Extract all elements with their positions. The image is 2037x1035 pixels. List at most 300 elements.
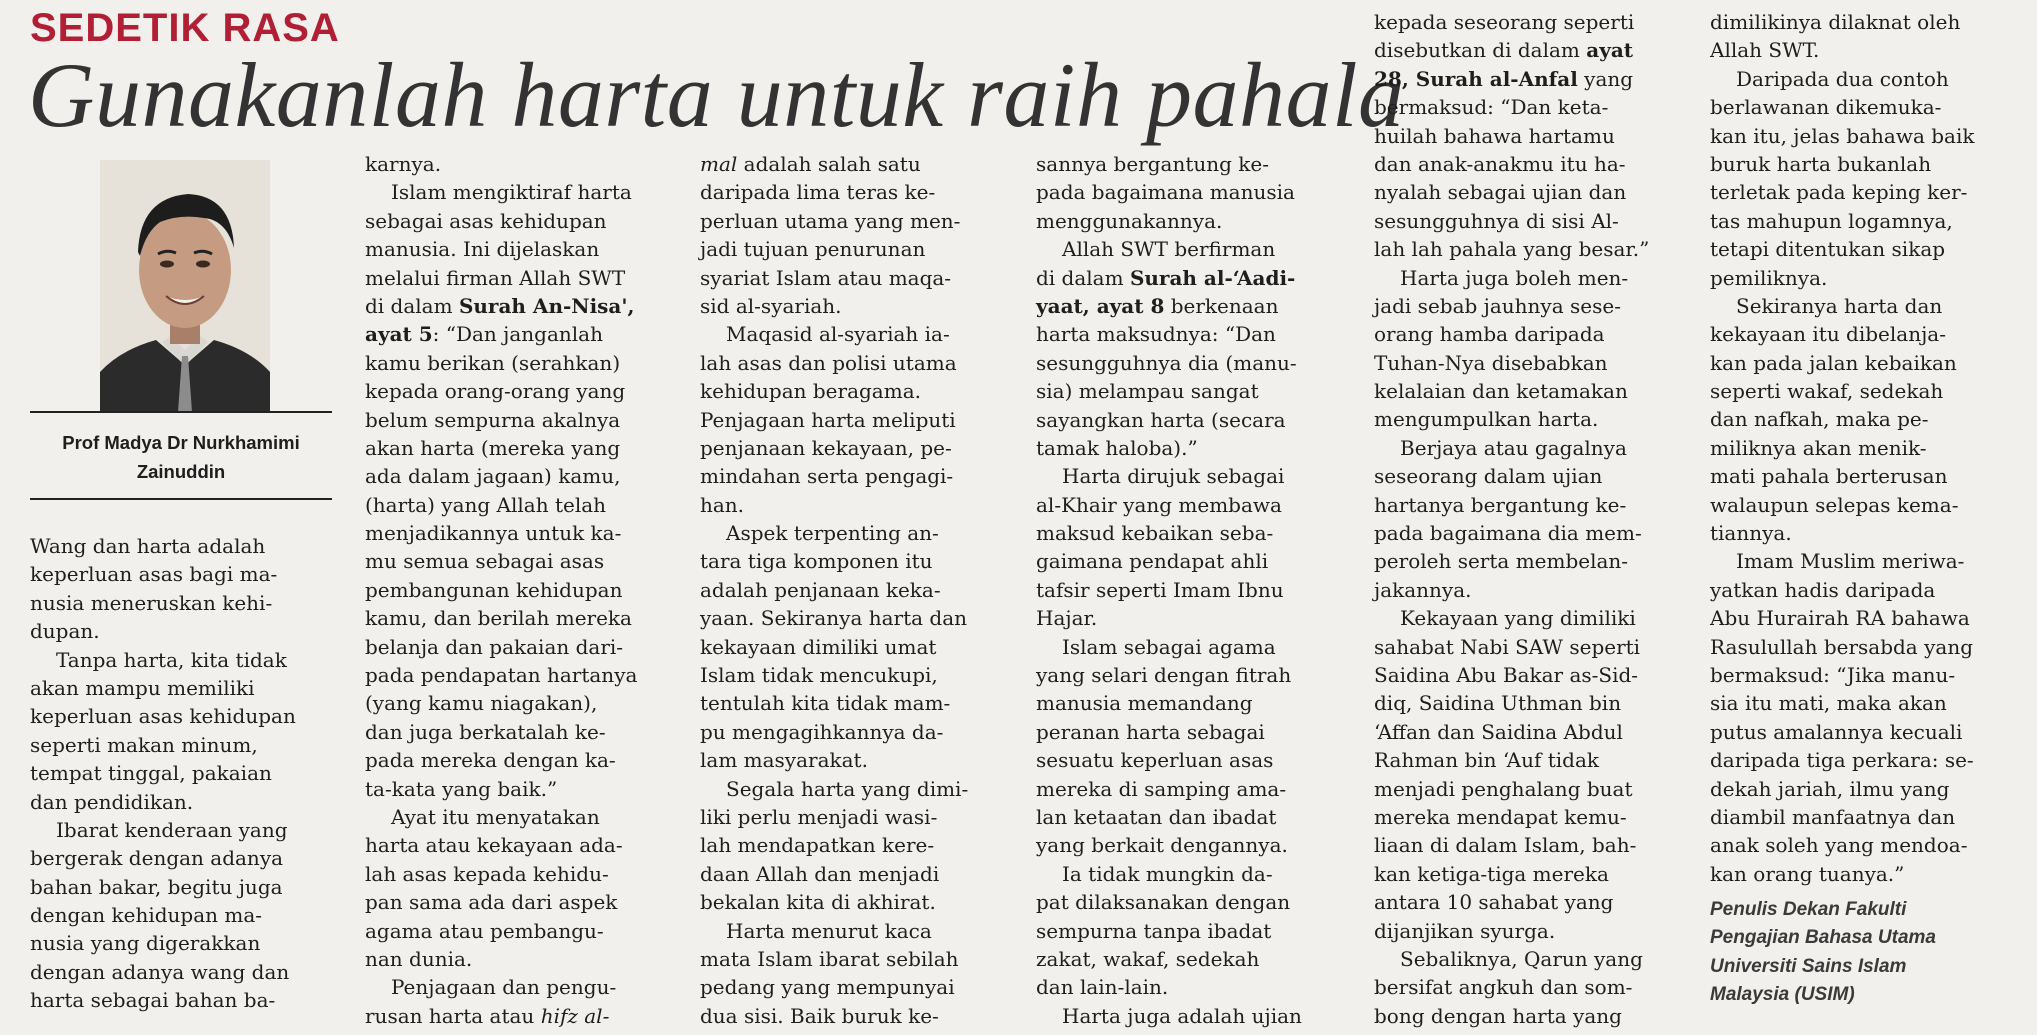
text-line — [30, 873, 296, 901]
text-run: ayat 5 — [365, 322, 433, 347]
text-line — [700, 746, 968, 774]
text-run: seperti makan minum, — [30, 732, 258, 757]
text-line — [1036, 235, 1302, 263]
headline: Gunakanlah harta untuk raih pahala — [28, 44, 1405, 146]
text-run: nusia meneruskan kehi- — [30, 590, 273, 615]
text-line — [700, 661, 968, 689]
text-run: harta maksudnya: “Dan — [1036, 322, 1276, 347]
text-run: huilah bahawa hartamu — [1374, 123, 1615, 148]
text-line — [1036, 576, 1302, 604]
text-run: rusan harta atau — [365, 1003, 541, 1028]
text-run: tamak haloba).” — [1036, 435, 1198, 460]
text-line — [30, 958, 296, 986]
text-line — [1036, 406, 1302, 434]
text-run: adalah salah satu — [737, 152, 921, 176]
text-run: mal — [700, 152, 738, 176]
text-run: pada bagaimana dia mem- — [1374, 521, 1642, 546]
text-run: ayat — [1586, 38, 1634, 63]
text-run: (yang kamu niagakan), — [365, 691, 598, 716]
text-run: gaimana pendapat ahli — [1036, 549, 1269, 574]
text-run: kepada orang-orang yang — [365, 379, 626, 404]
text-run: kan ketiga-tiga mereka — [1374, 861, 1609, 886]
credit-line: Pengajian Bahasa Utama — [1710, 927, 1936, 949]
text-line — [1036, 746, 1302, 774]
text-line — [1710, 576, 1974, 604]
text-line — [1036, 207, 1302, 235]
text-run: sid al-syariah. — [700, 293, 842, 318]
text-run: Surah al-‘Aadi- — [1129, 265, 1296, 290]
text-line — [1036, 264, 1302, 292]
text-line — [700, 803, 968, 831]
text-run: dengan adanya wang dan — [30, 959, 290, 984]
text-line — [1036, 860, 1302, 888]
text-line — [365, 689, 637, 717]
text-line — [365, 746, 637, 774]
text-run: berlawanan dikemuka- — [1710, 95, 1942, 120]
text-run: harta sebagai bahan ba- — [30, 988, 276, 1013]
text-line — [1036, 178, 1302, 206]
text-line — [700, 406, 968, 434]
text-run: liaan di dalam Islam, bah- — [1374, 833, 1637, 858]
text-run: al-Khair yang membawa — [1036, 492, 1282, 517]
text-run: harta atau kekayaan ada- — [365, 833, 623, 858]
text-line — [1710, 93, 1974, 121]
text-line — [1710, 547, 1974, 575]
text-line — [1710, 689, 1974, 717]
text-line — [1710, 122, 1974, 150]
text-run: Harta menurut kaca — [726, 918, 932, 943]
text-line — [700, 689, 968, 717]
text-line — [365, 235, 637, 263]
text-run: kelalaian dan ketamakan — [1374, 379, 1628, 404]
text-line — [1374, 888, 1649, 916]
text-line — [700, 860, 968, 888]
text-line — [700, 718, 968, 746]
text-run: sia itu mati, maka akan — [1710, 691, 1947, 716]
text-line — [1710, 462, 1974, 490]
text-run: mereka di samping ama- — [1036, 776, 1287, 801]
text-line — [365, 292, 637, 320]
text-line — [30, 986, 296, 1014]
text-line — [700, 1002, 968, 1030]
text-line — [1710, 491, 1974, 519]
text-run: Harta juga adalah ujian — [1062, 1003, 1302, 1028]
author-byline — [30, 428, 332, 486]
text-run: ta-kata yang baik.” — [365, 776, 558, 801]
text-line — [700, 519, 968, 547]
text-run: tas mahupun logamnya, — [1710, 208, 1953, 233]
text-line — [365, 349, 637, 377]
text-line — [365, 207, 637, 235]
text-line — [1036, 973, 1302, 1001]
text-run: peranan harta sebagai — [1036, 719, 1265, 744]
text-run: pemiliknya. — [1710, 265, 1828, 290]
text-run: nusia yang digerakkan — [30, 931, 261, 956]
text-run: dekah jariah, ilmu yang — [1710, 776, 1950, 801]
text-run: pat dilaksanakan dengan — [1036, 890, 1291, 915]
text-line — [1710, 803, 1974, 831]
text-line — [700, 888, 968, 916]
text-line — [1710, 178, 1974, 206]
text-run: pembangunan kehidupan — [365, 577, 623, 602]
text-run: Penjagaan dan pengu- — [391, 975, 617, 1000]
text-run: tiannya. — [1710, 521, 1792, 546]
text-line — [1374, 235, 1649, 263]
text-run: Imam Muslim meriwa- — [1736, 549, 1965, 574]
text-line — [365, 661, 637, 689]
text-run: Surah An-Nisa', — [458, 293, 635, 318]
text-run: Islam mengiktiraf harta — [391, 180, 632, 205]
text-line — [1374, 8, 1649, 36]
text-run: mengumpulkan harta. — [1374, 407, 1599, 432]
text-run: keperluan asas bagi ma- — [30, 562, 278, 587]
text-run: manusia memandang — [1036, 691, 1253, 716]
text-line — [1710, 860, 1974, 888]
text-line — [30, 759, 296, 787]
text-line — [30, 674, 296, 702]
text-line — [30, 560, 296, 588]
text-line — [1374, 122, 1649, 150]
text-line — [1374, 689, 1649, 717]
text-line — [700, 604, 968, 632]
text-run: han. — [700, 492, 745, 517]
text-line — [1710, 264, 1974, 292]
text-line — [1374, 746, 1649, 774]
text-line — [1710, 405, 1974, 433]
article-column-4 — [1036, 150, 1302, 1030]
text-line — [1036, 377, 1302, 405]
text-run: tentulah kita tidak mam- — [700, 691, 951, 716]
text-run: tafsir seperti Imam Ibnu — [1036, 577, 1284, 602]
text-run: pedang yang mempunyai — [700, 975, 955, 1000]
text-run: bersifat angkuh dan som- — [1374, 975, 1633, 1000]
text-run: sahabat Nabi SAW seperti — [1374, 634, 1641, 659]
text-run: sesungguhnya di sisi Al- — [1374, 208, 1619, 233]
text-line — [1710, 775, 1974, 803]
text-line — [1374, 547, 1649, 575]
text-run: zakat, wakaf, sedekah — [1036, 946, 1260, 971]
text-line — [365, 1002, 637, 1030]
text-line — [1374, 860, 1649, 888]
text-line — [365, 633, 637, 661]
text-run: adalah penjanaan keka- — [700, 577, 941, 602]
text-line — [1710, 718, 1974, 746]
text-run: daripada tiga perkara: se- — [1710, 748, 1974, 773]
text-line — [365, 604, 637, 632]
text-line — [1374, 434, 1649, 462]
author-credit — [1710, 896, 2030, 1010]
text-line — [1374, 93, 1649, 121]
text-run: yaan. Sekiranya harta dan — [700, 606, 968, 631]
text-line — [365, 576, 637, 604]
text-line — [1374, 633, 1649, 661]
author-name-line-2: Zainuddin — [136, 461, 226, 482]
text-line — [1374, 349, 1649, 377]
text-run: Daripada dua contoh — [1736, 66, 1949, 91]
text-run: penjanaan kekayaan, pe- — [700, 435, 952, 460]
text-run: seperti wakaf, sedekah — [1710, 379, 1944, 404]
text-run: belanja dan pakaian dari- — [365, 634, 624, 659]
text-line — [365, 860, 637, 888]
text-line — [1710, 377, 1974, 405]
text-line — [30, 646, 296, 674]
text-line — [30, 844, 296, 872]
text-line — [1374, 207, 1649, 235]
text-line — [700, 349, 968, 377]
text-line — [1710, 207, 1974, 235]
text-line — [30, 788, 296, 816]
text-run: menjadikannya untuk ka- — [365, 521, 622, 546]
text-line — [365, 264, 637, 292]
text-run: bahan bakar, begitu juga — [30, 874, 283, 899]
text-line — [365, 491, 637, 519]
text-run: liki perlu menjadi wasi- — [700, 804, 938, 829]
text-run: Ia tidak mungkin da- — [1062, 861, 1273, 886]
text-run: yang — [1577, 66, 1634, 91]
text-line — [1374, 292, 1649, 320]
text-run: terletak pada keping ker- — [1710, 180, 1968, 205]
text-line — [30, 929, 296, 957]
author-rule-bottom — [30, 498, 332, 500]
text-run: yang berkait dengannya. — [1036, 833, 1288, 858]
text-run: (harta) yang Allah telah — [365, 492, 607, 517]
text-run: di dalam — [1036, 265, 1130, 290]
article-column-1 — [30, 532, 296, 1015]
text-line — [1036, 633, 1302, 661]
text-run: pu mengagihkannya da- — [700, 719, 944, 744]
text-line — [1374, 718, 1649, 746]
text-run: belum sempurna akalnya — [365, 407, 621, 432]
text-line — [700, 292, 968, 320]
text-run: dua sisi. Baik buruk ke- — [700, 1003, 939, 1028]
text-run: Segala harta yang dimi- — [726, 776, 969, 801]
text-line — [1374, 831, 1649, 859]
text-run: sebagai asas kehidupan — [365, 208, 607, 233]
text-line — [1710, 8, 1974, 36]
text-run: dijanjikan syurga. — [1374, 918, 1556, 943]
text-run: mati pahala berterusan — [1710, 464, 1948, 489]
text-run: Maqasid al-syariah ia- — [726, 322, 950, 347]
text-run: perluan utama yang men- — [700, 208, 961, 233]
text-run: Islam sebagai agama — [1062, 634, 1276, 659]
text-line — [365, 519, 637, 547]
text-run: tetapi ditentukan sikap — [1710, 237, 1946, 262]
text-line — [1036, 320, 1302, 348]
text-line — [1036, 462, 1302, 490]
author-name-line-1: Prof Madya Dr Nurkhamimi — [62, 432, 300, 453]
text-line — [1710, 746, 1974, 774]
text-run: buruk harta bukanlah — [1710, 151, 1932, 176]
text-run: mu semua sebagai asas — [365, 549, 605, 574]
text-line — [365, 718, 637, 746]
text-line — [1036, 917, 1302, 945]
text-line — [1374, 1002, 1649, 1030]
text-line — [1374, 775, 1649, 803]
text-run: lah asas kepada kehidu- — [365, 861, 609, 886]
text-run: dan nafkah, maka pe- — [1710, 407, 1929, 432]
text-line — [365, 434, 637, 462]
text-line — [365, 917, 637, 945]
text-line — [365, 831, 637, 859]
text-line — [1036, 1002, 1302, 1030]
text-line — [1036, 292, 1302, 320]
text-run: diambil manfaatnya dan — [1710, 804, 1956, 829]
text-run: Berjaya atau gagalnya — [1400, 435, 1627, 460]
text-run: yaat, ayat 8 — [1036, 293, 1165, 318]
text-run: Allah SWT berfirman — [1062, 237, 1276, 262]
text-run: Saidina Abu Bakar as-Sid- — [1374, 662, 1639, 687]
text-line — [700, 235, 968, 263]
text-run: dan pendidikan. — [30, 789, 194, 814]
text-line — [700, 320, 968, 348]
text-line — [1036, 888, 1302, 916]
text-line — [1036, 945, 1302, 973]
text-line — [1036, 349, 1302, 377]
text-run: jadi sebab jauhnya sese- — [1374, 293, 1621, 318]
text-run: sesuatu keperluan asas — [1036, 748, 1274, 773]
text-run: anak soleh yang mendoa- — [1710, 833, 1968, 858]
article-column-2 — [365, 150, 637, 1030]
text-run: karnya. — [365, 152, 442, 176]
text-run: Allah SWT. — [1710, 38, 1820, 63]
text-run: seseorang dalam ujian — [1374, 464, 1603, 489]
text-line — [1710, 320, 1974, 348]
text-run: berkenaan — [1164, 293, 1279, 318]
text-line — [1374, 945, 1649, 973]
text-run: hartanya bergantung ke- — [1374, 492, 1627, 517]
text-line — [1710, 604, 1974, 632]
text-run: daan Allah dan menjadi — [700, 861, 940, 886]
text-run: Ayat itu menyatakan — [391, 804, 600, 829]
text-run: sia) melampau sangat — [1036, 379, 1259, 404]
text-line — [1374, 462, 1649, 490]
text-run: sempurna tanpa ibadat — [1036, 918, 1272, 943]
article-column-3 — [700, 150, 968, 1030]
text-run: mindahan serta pengagi- — [700, 464, 954, 489]
text-line — [700, 831, 968, 859]
text-run: diq, Saidina Uthman bin — [1374, 691, 1622, 716]
text-line — [1374, 519, 1649, 547]
text-run: lah asas dan polisi utama — [700, 350, 957, 375]
text-run: di dalam — [365, 293, 459, 318]
text-line — [700, 576, 968, 604]
text-line — [1036, 434, 1302, 462]
text-run: menggunakannya. — [1036, 208, 1223, 233]
text-run: pada bagaimana manusia — [1036, 180, 1295, 205]
text-line — [1036, 547, 1302, 575]
text-run: dan lain-lain. — [1036, 975, 1169, 1000]
text-line — [700, 547, 968, 575]
author-photo — [100, 160, 270, 412]
text-run: manusia. Ini dijelaskan — [365, 237, 600, 262]
text-run: dan anak-anakmu itu ha- — [1374, 151, 1626, 176]
kicker: SEDETIK RASA — [30, 6, 340, 50]
text-run: bong dengan harta yang — [1374, 1003, 1622, 1028]
text-line — [1036, 519, 1302, 547]
text-run: nyalah sebagai ujian dan — [1374, 180, 1627, 205]
text-run: mereka mendapat kemu- — [1374, 804, 1627, 829]
text-run: pan sama ada dari aspek — [365, 890, 618, 915]
text-line — [700, 207, 968, 235]
text-line — [1374, 491, 1649, 519]
text-run: lam masyarakat. — [700, 748, 868, 773]
text-line — [1036, 831, 1302, 859]
text-line — [1710, 633, 1974, 661]
text-run: yang selari dengan fitrah — [1036, 663, 1292, 688]
text-line — [365, 377, 637, 405]
text-run: Wang dan harta adalah — [30, 534, 266, 558]
text-line — [700, 633, 968, 661]
text-run: Sekiranya harta dan — [1736, 293, 1943, 318]
text-line — [365, 973, 637, 1001]
article-column-6 — [1710, 8, 1974, 888]
text-run: ‘Affan dan Saidina Abdul — [1374, 719, 1623, 744]
text-run: keperluan asas kehidupan — [30, 704, 296, 729]
text-run: pada mereka dengan ka- — [365, 748, 616, 773]
text-line — [365, 888, 637, 916]
text-run: akan mampu memiliki — [30, 675, 255, 700]
author-rule-top — [30, 411, 332, 413]
text-line — [1710, 519, 1974, 547]
text-line — [30, 532, 296, 560]
text-line — [1036, 803, 1302, 831]
text-run: sesungguhnya dia (manu- — [1036, 350, 1297, 375]
text-run: antara 10 sahabat yang — [1374, 890, 1614, 915]
text-line — [365, 945, 637, 973]
text-line — [365, 320, 637, 348]
text-line — [365, 178, 637, 206]
text-line — [1036, 604, 1302, 632]
text-run: dupan. — [30, 619, 100, 644]
text-run: agama atau pembangu- — [365, 918, 604, 943]
text-run: kepada seseorang seperti — [1374, 10, 1635, 34]
text-line — [1710, 434, 1974, 462]
text-run: mata Islam ibarat sebilah — [700, 946, 959, 971]
text-line — [700, 434, 968, 462]
text-run: yatkan hadis daripada — [1710, 577, 1936, 602]
text-run: menjadi penghalang buat — [1374, 776, 1633, 801]
text-line — [365, 775, 637, 803]
text-line — [1374, 917, 1649, 945]
text-line — [1374, 150, 1649, 178]
text-run: maksud kebaikan seba- — [1036, 521, 1274, 546]
text-line — [1036, 775, 1302, 803]
text-run: kekayaan dimiliki umat — [700, 634, 937, 659]
text-run: Tanpa harta, kita tidak — [56, 647, 287, 672]
text-line — [700, 462, 968, 490]
text-line — [1710, 292, 1974, 320]
text-line — [1374, 973, 1649, 1001]
text-run: lah lah pahala yang besar.” — [1374, 237, 1650, 262]
text-run: disebutkan di dalam — [1374, 38, 1587, 63]
text-run: kekayaan itu dibelanja- — [1710, 322, 1946, 347]
text-line — [365, 547, 637, 575]
text-run: Sebaliknya, Qarun yang — [1400, 946, 1643, 971]
text-line — [1374, 661, 1649, 689]
text-line — [1036, 150, 1302, 178]
text-run: Ibarat kenderaan yang — [56, 817, 288, 842]
text-run: Kekayaan yang dimiliki — [1400, 606, 1636, 631]
text-line — [365, 462, 637, 490]
text-line — [1374, 576, 1649, 604]
text-line — [1710, 36, 1974, 64]
text-line — [30, 816, 296, 844]
text-run: Penjagaan harta meliputi — [700, 407, 956, 432]
text-run: bekalan kita di akhirat. — [700, 890, 936, 915]
text-run: sayangkan harta (secara — [1036, 407, 1286, 432]
text-run: Islam tidak mencukupi, — [700, 663, 938, 688]
text-run: miliknya akan menik- — [1710, 435, 1927, 460]
